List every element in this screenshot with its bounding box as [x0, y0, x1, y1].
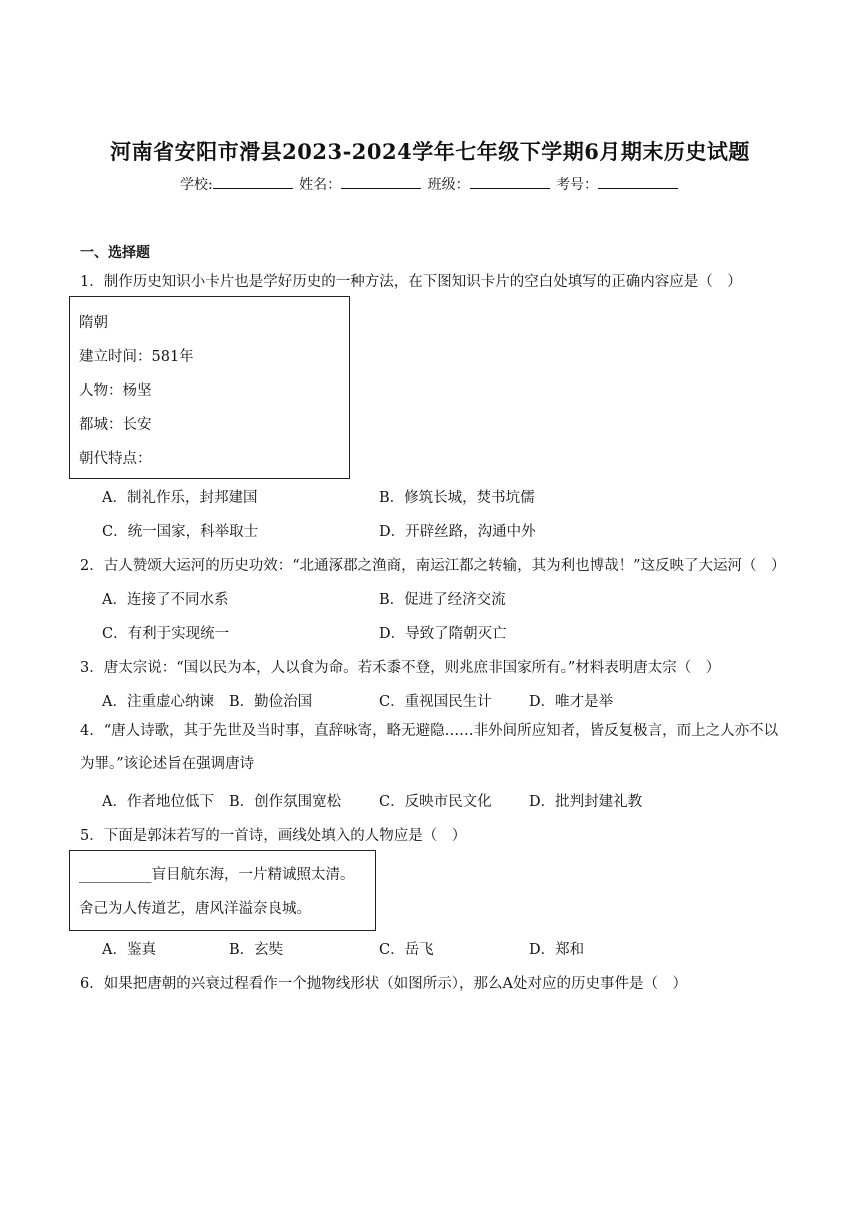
- name-blank: [341, 176, 421, 189]
- poem-box: [69, 850, 376, 931]
- exam-title: 河南省安阳市滑县2023-2024学年七年级下学期6月期末历史试题: [110, 139, 750, 164]
- card-line: 隋朝: [79, 315, 108, 331]
- question-4-option-b[interactable]: B．创作氛围宽松: [229, 794, 342, 810]
- question-3-option-d[interactable]: D．唯才是举: [529, 694, 614, 710]
- question-1-option-d[interactable]: D．开辟丝路，沟通中外: [379, 524, 536, 540]
- question-2-option-a[interactable]: A．连接了不同水系: [102, 592, 229, 608]
- question-5-option-c[interactable]: C．岳飞: [379, 942, 434, 958]
- card-line: 朝代特点：: [79, 451, 152, 467]
- question-1-option-c[interactable]: C．统一国家，科举取士: [102, 524, 259, 540]
- student-info-line: [0, 174, 860, 194]
- question-1-text: 1．制作历史知识小卡片也是学好历史的一种方法，在下图知识卡片的空白处填写的正确内容应是（ ）: [80, 274, 742, 290]
- poem-line: __________盲目航东海，一片精诚照太清。: [79, 867, 355, 883]
- question-5-option-d[interactable]: D．郑和: [529, 942, 585, 958]
- question-4-text: 4．“唐人诗歌，其于先世及当时事，直辞咏寄，略无避隐……非外间所应知者，皆反复极言，而上之人亦不以为罪。”该论述旨在强调唐诗: [80, 723, 779, 772]
- school-blank: [213, 176, 293, 189]
- class-label: 班级：: [427, 177, 470, 193]
- question-1-option-a[interactable]: A．制礼作乐，封邦建国: [102, 490, 258, 506]
- exam-number-label: 考号：: [556, 177, 599, 193]
- poem-line: 舍己为人传道艺，唐风洋溢奈良城。: [79, 901, 311, 917]
- question-2-text: 2．古人赞颂大运河的历史功效：“北通涿郡之渔商，南运江都之转输，其为利也博哉！”这反映了大运河（ ）: [80, 558, 786, 574]
- question-5-option-b[interactable]: B．玄奘: [229, 942, 284, 958]
- question-4-option-a[interactable]: A．作者地位低下: [102, 794, 214, 810]
- class-blank: [470, 176, 550, 189]
- card-line: 人物：杨坚: [79, 383, 152, 399]
- section-heading: 一、选择题: [80, 245, 150, 261]
- question-4-option-d[interactable]: D．批判封建礼教: [529, 794, 643, 810]
- question-3-option-a[interactable]: A．注重虚心纳谏: [102, 694, 214, 710]
- question-5-text: 5．下面是郭沫若写的一首诗，画线处填入的人物应是（ ）: [80, 828, 467, 844]
- question-2-option-c[interactable]: C．有利于实现统一: [102, 626, 230, 642]
- exam-number-blank: [598, 176, 678, 189]
- question-2-option-b[interactable]: B．促进了经济交流: [379, 592, 506, 608]
- card-line: 建立时间：581年: [79, 349, 194, 365]
- question-6-text: 6．如果把唐朝的兴衰过程看作一个抛物线形状（如图所示），那么A处对应的历史事件是（ ）: [80, 976, 687, 992]
- question-1-option-b[interactable]: B．修筑长城，焚书坑儒: [379, 490, 535, 506]
- question-3-option-b[interactable]: B．勤俭治国: [229, 694, 313, 710]
- knowledge-card: [69, 296, 350, 479]
- question-4-option-c[interactable]: C．反映市民文化: [379, 794, 492, 810]
- name-label: 姓名：: [299, 177, 342, 193]
- card-line: 都城：长安: [79, 417, 152, 433]
- question-3-text: 3．唐太宗说：“国以民为本，人以食为命。若禾黍不登，则兆庶非国家所有。”材料表明唐太宗（ ）: [80, 660, 721, 676]
- question-5-option-a[interactable]: A．鉴真: [102, 942, 156, 958]
- question-2-option-d[interactable]: D．导致了隋朝灭亡: [379, 626, 507, 642]
- school-label: 学校:: [179, 177, 213, 193]
- question-3-option-c[interactable]: C．重视国民生计: [379, 694, 492, 710]
